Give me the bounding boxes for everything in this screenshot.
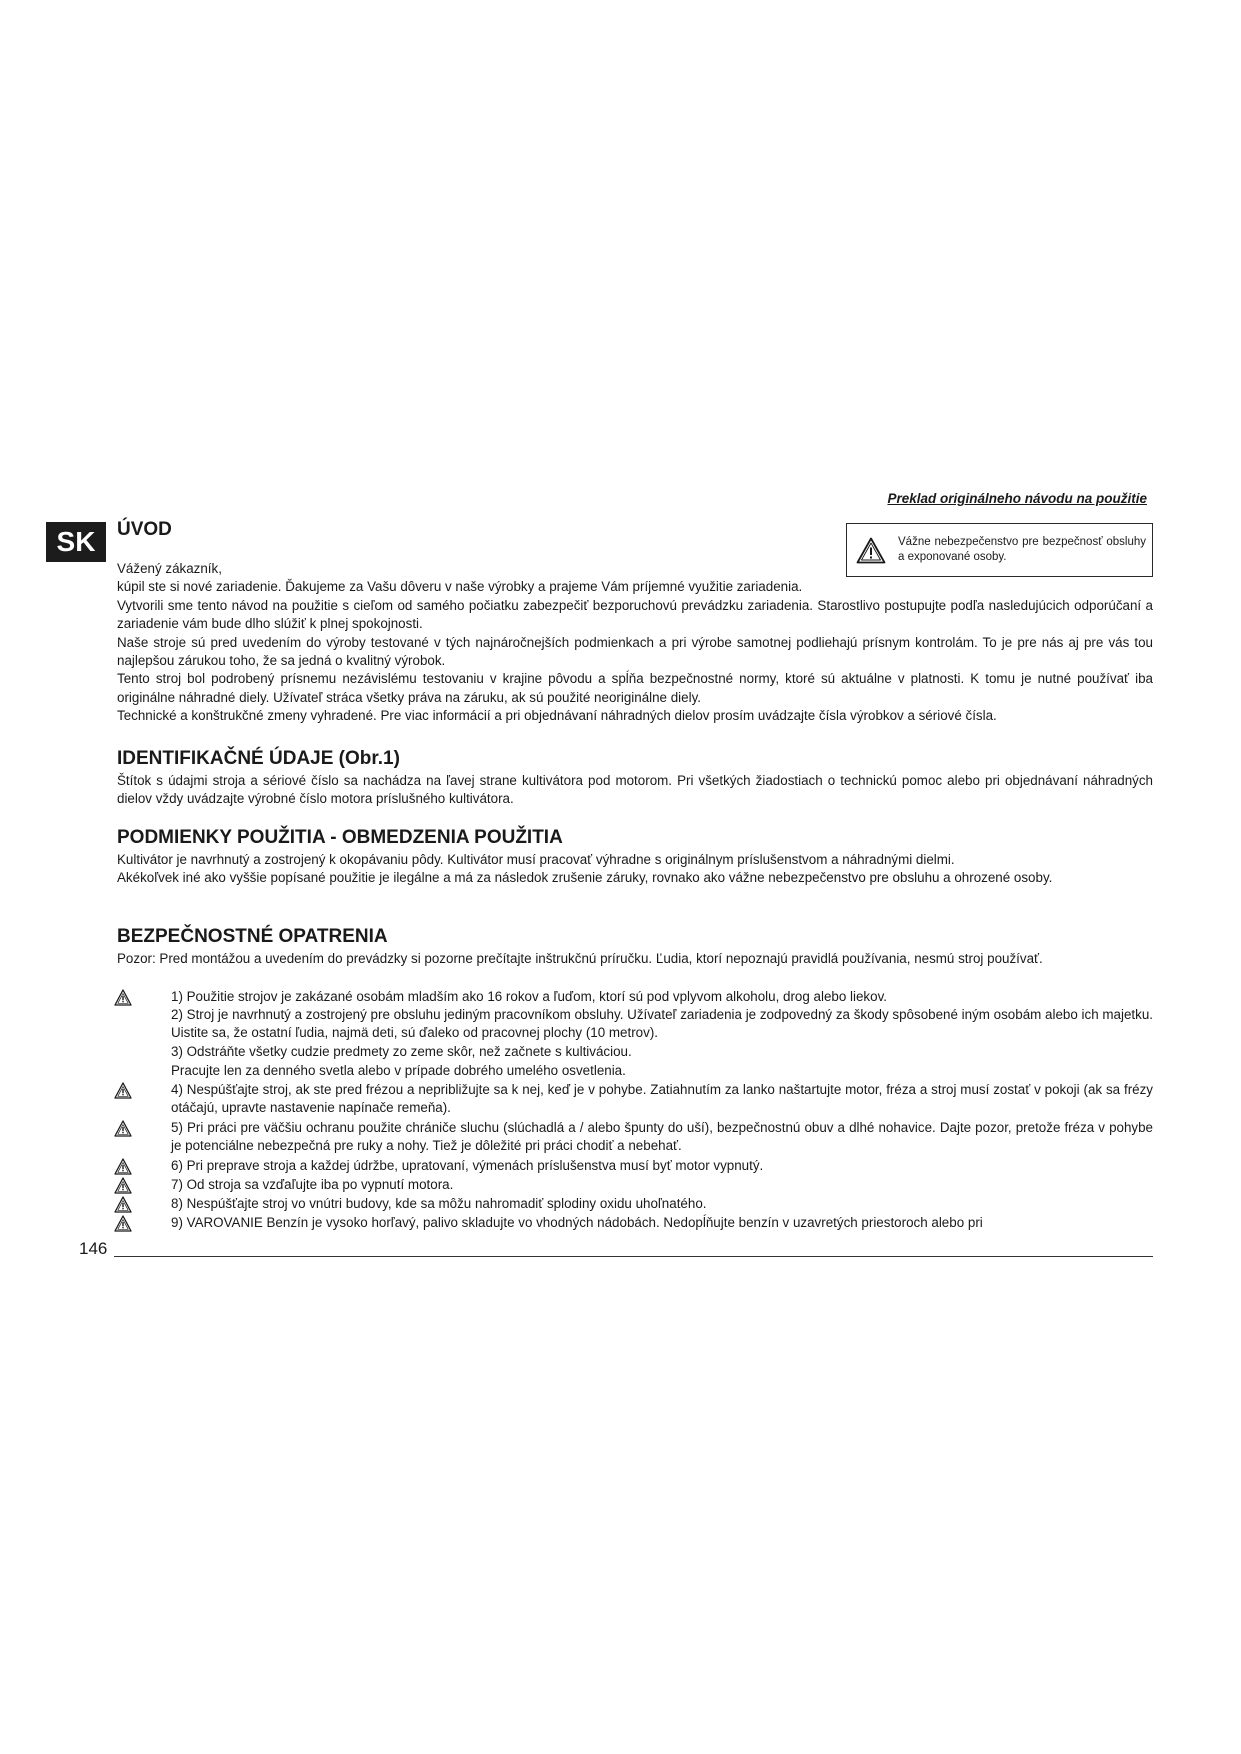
identification-title: IDENTIFIKAČNÉ ÚDAJE (Obr.1) <box>117 748 400 769</box>
intro-title: ÚVOD <box>117 519 172 540</box>
identification-body <box>117 772 1153 809</box>
greeting: Vážený zákazník, <box>117 561 222 576</box>
safety-item-text: 4) Nespúšťajte stroj, ak ste pred frézou a nepribližujte sa k nej, keď je v pohybe. Zatiahnutím za lanko naštartujte motor, fréza a stroj musí zostať v pokoji (ak sa frézy otáčajú, upravte nastavenie napínače remeňa). <box>171 1082 1153 1116</box>
intro-paragraph: Tento stroj bol podrobený prísnemu nezávislému testovaniu v krajine pôvodu a spĺňa bezpečnostné normy, ktoré sú aktuálne v platnosti. K tomu je nutné používať iba originálne náhradné diely. Užívateľ stráca všetky práva na záruku, ak sú použité neoriginálne diely. <box>117 671 1153 705</box>
conditions-title: PODMIENKY POUŽITIA - OBMEDZENIA POUŽITIA <box>117 827 563 848</box>
conditions-paragraph: Akékoľvek iné ako vyššie popísané použitie je ilegálne a má za následok zrušenie záruky, rovnako ako vážne nebezpečenstvo pre obsluhu a ohrozené osoby. <box>117 870 1053 886</box>
safety-item-text: 1) Použitie strojov je zakázané osobám mladším ako 16 rokov a ľuďom, ktorí sú pod vplyvom alkoholu, drog alebo liekov. <box>171 989 887 1004</box>
warning-triangle-icon <box>114 1177 132 1194</box>
intro-body <box>117 560 1153 726</box>
intro-paragraph: Vytvorili sme tento návod na použitie s cieľom od samého počiatku zabezpečiť bezporuchovú prevádzku zariadenia. Starostlivo postupujte podľa nasledujúcich odporúčaní a zariadenie vám bude dlho slúžiť k plnej spokojnosti. <box>117 597 1153 632</box>
safety-item-text: 3) Odstráňte všetky cudzie predmety zo zeme skôr, než začnete s kultiváciou. <box>171 1044 632 1059</box>
safety-item-text: 7) Od stroja sa vzďaľujte iba po vypnutí motora. <box>171 1177 454 1192</box>
safety-intro <box>117 950 1153 968</box>
intro-paragraph: Naše stroje sú pred uvedením do výroby testované v tých najnáročnejších podmienkach a pri výrobe samotnej podliehajú prísnym kontrolám. To je pre nás aj pre vás tou najlepšou zárukou toho, že sa jedná o kvalitný výrobok. <box>117 634 1153 669</box>
language-tab: SK <box>46 522 106 562</box>
page-number: 146 <box>79 1239 108 1258</box>
conditions-paragraph: Kultivátor je navrhnutý a zostrojený k okopávaniu pôdy. Kultivátor musí pracovať výhradne s originálnym príslušenstvom a náhradnými dielmi. <box>117 852 955 867</box>
safety-title: BEZPEČNOSTNÉ OPATRENIA <box>117 926 388 947</box>
warning-triangle-icon <box>114 1082 132 1099</box>
translation-note: Preklad originálneho návodu na použitie <box>887 491 1147 506</box>
warning-triangle-icon <box>114 989 132 1006</box>
warning-box-text: Vážne nebezpečenstvo pre bezpečnosť obsluhy a exponované osoby. <box>898 536 1146 563</box>
warning-triangle-icon <box>114 1196 132 1213</box>
safety-item-text: 2) Stroj je navrhnutý a zostrojený pre obsluhu jediným pracovníkom obsluhy. Užívateľ zariadenia je zodpovedný za škody spôsobené iným osobám alebo ich majetku. Uistite sa, že ostatní ľudia, najmä deti, sú ďaleko od pracovnej plochy (10 metrov). <box>171 1007 1153 1041</box>
footer-divider <box>114 1256 1153 1257</box>
conditions-body <box>117 851 1153 888</box>
safety-item-text: 5) Pri práci pre väčšiu ochranu použite chrániče sluchu (slúchadlá a / alebo špunty do uší), bezpečnostnú obuv a dlhé nohavice. Dajte pozor, pretože fréza v pohybe je potenciálne nebezpečná pre ruky a nohy. Tiež je dôležité pri práci chodiť a nebehať. <box>171 1120 1153 1154</box>
warning-triangle-icon <box>114 1215 132 1232</box>
safety-item-text: 6) Pri preprave stroja a každej údržbe, upratovaní, výmenách príslušenstva musí byť motor vypnutý. <box>171 1158 764 1173</box>
safety-item-text: 9) VAROVANIE Benzín je vysoko horľavý, palivo skladujte vo vhodných nádobách. Nedopĺňujte benzín v uzavretých priestoroch alebo pri <box>171 1215 983 1230</box>
safety-intro-text: Pozor: Pred montážou a uvedením do prevádzky si pozorne prečítajte inštrukčnú príručku. Ľudia, ktorí nepoznajú pravidlá používania, nesmú stroj používať. <box>117 951 1043 966</box>
intro-paragraph: kúpil ste si nové zariadenie. Ďakujeme za Vašu dôveru v naše výrobky a prajeme Vám príjemné využitie zariadenia. <box>117 579 803 595</box>
warning-triangle-icon <box>114 1120 132 1137</box>
warning-triangle-icon <box>114 1158 132 1175</box>
intro-paragraph: Technické a konštrukčné zmeny vyhradené. Pre viac informácií a pri objednávaní náhradných dielov prosím uvádzajte čísla výrobkov a sériové čísla. <box>117 708 997 724</box>
safety-item-text: 8) Nespúšťajte stroj vo vnútri budovy, kde sa môžu nahromadiť splodiny oxidu uhoľnatého. <box>171 1196 707 1211</box>
identification-text: Štítok s údajmi stroja a sériové číslo sa nachádza na ľavej strane kultivátora pod motorom. Pri všetkých žiadostiach o technickú pomoc alebo pri objednávaní náhradných dielov vždy uvádzajte výrobné číslo motora príslušného kultivátora. <box>117 773 1153 807</box>
safety-item-text: Pracujte len za denného svetla alebo v prípade dobrého umelého osvetlenia. <box>171 1063 626 1078</box>
